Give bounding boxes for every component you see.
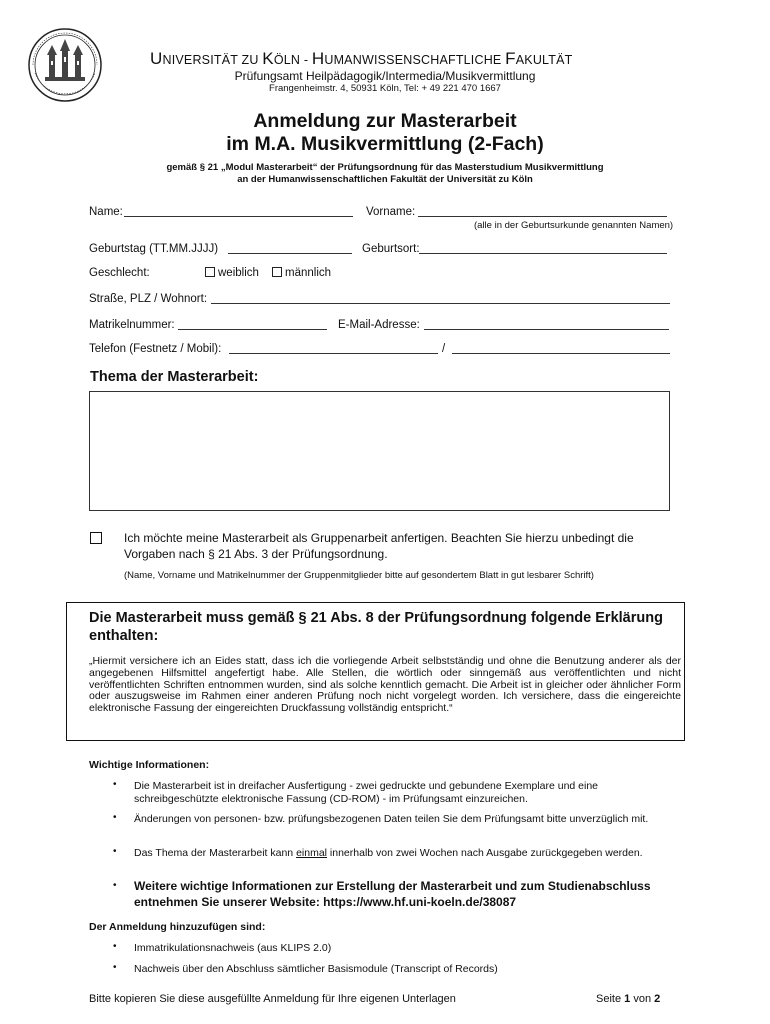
bullet: • bbox=[113, 812, 117, 823]
maennlich-checkbox[interactable] bbox=[272, 267, 282, 277]
matrikel-field[interactable] bbox=[178, 329, 327, 330]
weiblich-label: weiblich bbox=[218, 267, 259, 279]
info-heading: Wichtige Informationen: bbox=[89, 759, 210, 771]
page-number: Seite 1 von 2 bbox=[596, 993, 661, 1005]
gruppenarbeit-text: Ich möchte meine Masterarbeit als Gruppenarbeit anfertigen. Beachten Sie hierzu unbedingt die Vorgaben nach § 21 Abs. 3 der Prüfungsordnung. bbox=[124, 531, 634, 561]
telefon-separator: / bbox=[442, 343, 446, 355]
page-title: Anmeldung zur Masterarbeit bbox=[253, 110, 517, 132]
bullet: • bbox=[113, 846, 117, 857]
telefon-mobil-field[interactable] bbox=[452, 353, 670, 354]
info-item-4-website: Weitere wichtige Informationen zur Erstellung der Masterarbeit und zum Studienabschluss entnehmen Sie unserer Website: https://www.hf.uni-koeln.de/38087 bbox=[134, 879, 651, 909]
maennlich-label: männlich bbox=[285, 267, 332, 279]
telefon-festnetz-field[interactable] bbox=[229, 353, 438, 354]
declaration-heading: Die Masterarbeit muss gemäß § 21 Abs. 8 der Prüfungsordnung folgende Erklärung enthalten: bbox=[89, 610, 663, 644]
office-name: Prüfungsamt Heilpädagogik/Intermedia/Musikvermittlung bbox=[234, 69, 536, 83]
bullet: • bbox=[113, 880, 117, 891]
attach-heading: Der Anmeldung hinzuzufügen sind: bbox=[89, 921, 266, 933]
info-item-3: Das Thema der Masterarbeit kann einmal innerhalb von zwei Wochen nach Ausgabe zurückgegeben werden. bbox=[134, 847, 643, 859]
bullet: • bbox=[113, 941, 117, 952]
attach-item-1: Immatrikulationsnachweis (aus KLIPS 2.0) bbox=[134, 942, 332, 954]
thema-heading: Thema der Masterarbeit: bbox=[90, 369, 259, 385]
geburtstag-label: Geburtstag (TT.MM.JJJJ) bbox=[89, 243, 219, 255]
email-label: E-Mail-Adresse: bbox=[338, 319, 420, 331]
telefon-label: Telefon (Festnetz / Mobil): bbox=[89, 343, 222, 355]
option-maennlich[interactable] bbox=[272, 267, 331, 279]
gruppenarbeit-checkbox[interactable] bbox=[90, 532, 102, 544]
name-label: Name: bbox=[89, 206, 123, 218]
vorname-field[interactable] bbox=[418, 216, 667, 217]
page-title-line2: im M.A. Musikvermittlung (2-Fach) bbox=[226, 133, 544, 155]
bullet: • bbox=[113, 779, 117, 790]
footer-note: Bitte kopieren Sie diese ausgefüllte Anmeldung für Ihre eigenen Unterlagen bbox=[89, 993, 456, 1005]
option-weiblich[interactable] bbox=[205, 267, 259, 279]
geburtsort-label: Geburtsort: bbox=[362, 243, 420, 255]
weiblich-checkbox[interactable] bbox=[205, 267, 215, 277]
attach-item-2: Nachweis über den Abschluss sämtlicher Basismodule (Transcript of Records) bbox=[134, 963, 498, 975]
subtitle-line1: gemäß § 21 „Modul Masterarbeit“ der Prüfungsordnung für das Masterstudium Musikvermittlung bbox=[166, 162, 604, 173]
thema-textarea[interactable] bbox=[89, 391, 670, 511]
gruppenarbeit-note: (Name, Vorname und Matrikelnummer der Gruppenmitglieder bitte auf gesondertem Blatt in gut lesbarer Schrift) bbox=[124, 570, 594, 581]
strasse-label: Straße, PLZ / Wohnort: bbox=[89, 293, 208, 305]
geburtsort-field[interactable] bbox=[419, 253, 667, 254]
email-field[interactable] bbox=[424, 329, 669, 330]
declaration-text: „Hiermit versichere ich an Eides statt, dass ich die vorliegende Arbeit selbstständig und ohne die Benutzung anderer als der angegebenen Hilfsmittel angefertigt habe. Alle Stellen, die wörtlich oder sinngemäß aus veröffentlichten und nicht veröffentlichten Schriften entnommen wurden, sind als solche kenntlich gemacht. Die Arbeit ist in gleicher oder ähnlicher Form oder auszugsweise im Rahmen einer anderen Prüfung noch nicht vorgelegt worden. Ich versichere, dass die eingereichte elektronische Fassung der eingereichten Druckfassung vollständig entspricht.“ bbox=[89, 655, 681, 715]
office-address: Frangenheimstr. 4, 50931 Köln, Tel: + 49 221 470 1667 bbox=[269, 83, 501, 94]
vorname-note: (alle in der Geburtsurkunde genannten Namen) bbox=[474, 220, 674, 231]
name-field[interactable] bbox=[124, 216, 353, 217]
strasse-field[interactable] bbox=[211, 303, 670, 304]
geburtstag-field[interactable] bbox=[228, 253, 352, 254]
bullet: • bbox=[113, 962, 117, 973]
info-item-1: Die Masterarbeit ist in dreifacher Ausfertigung - zwei gedruckte und gebundene Exemplare und eine schreibgeschützte elektronische Fassung (CD-ROM) - im Prüfungsamt einzureichen. bbox=[134, 780, 599, 805]
matrikel-label: Matrikelnummer: bbox=[89, 319, 175, 331]
vorname-label: Vorname: bbox=[366, 206, 416, 218]
subtitle-line2: an der Humanwissenschaftlichen Fakultät der Universität zu Köln bbox=[237, 174, 533, 185]
info-item-2: Änderungen von personen- bzw. prüfungsbezogenen Daten teilen Sie dem Prüfungsamt bitte unverzüglich mit. bbox=[134, 813, 649, 825]
university-name: UNIVERSITÄT ZU KÖLN - HUMANWISSENSCHAFTLICHE FAKULTÄT bbox=[150, 49, 573, 68]
geschlecht-label: Geschlecht: bbox=[89, 267, 150, 279]
